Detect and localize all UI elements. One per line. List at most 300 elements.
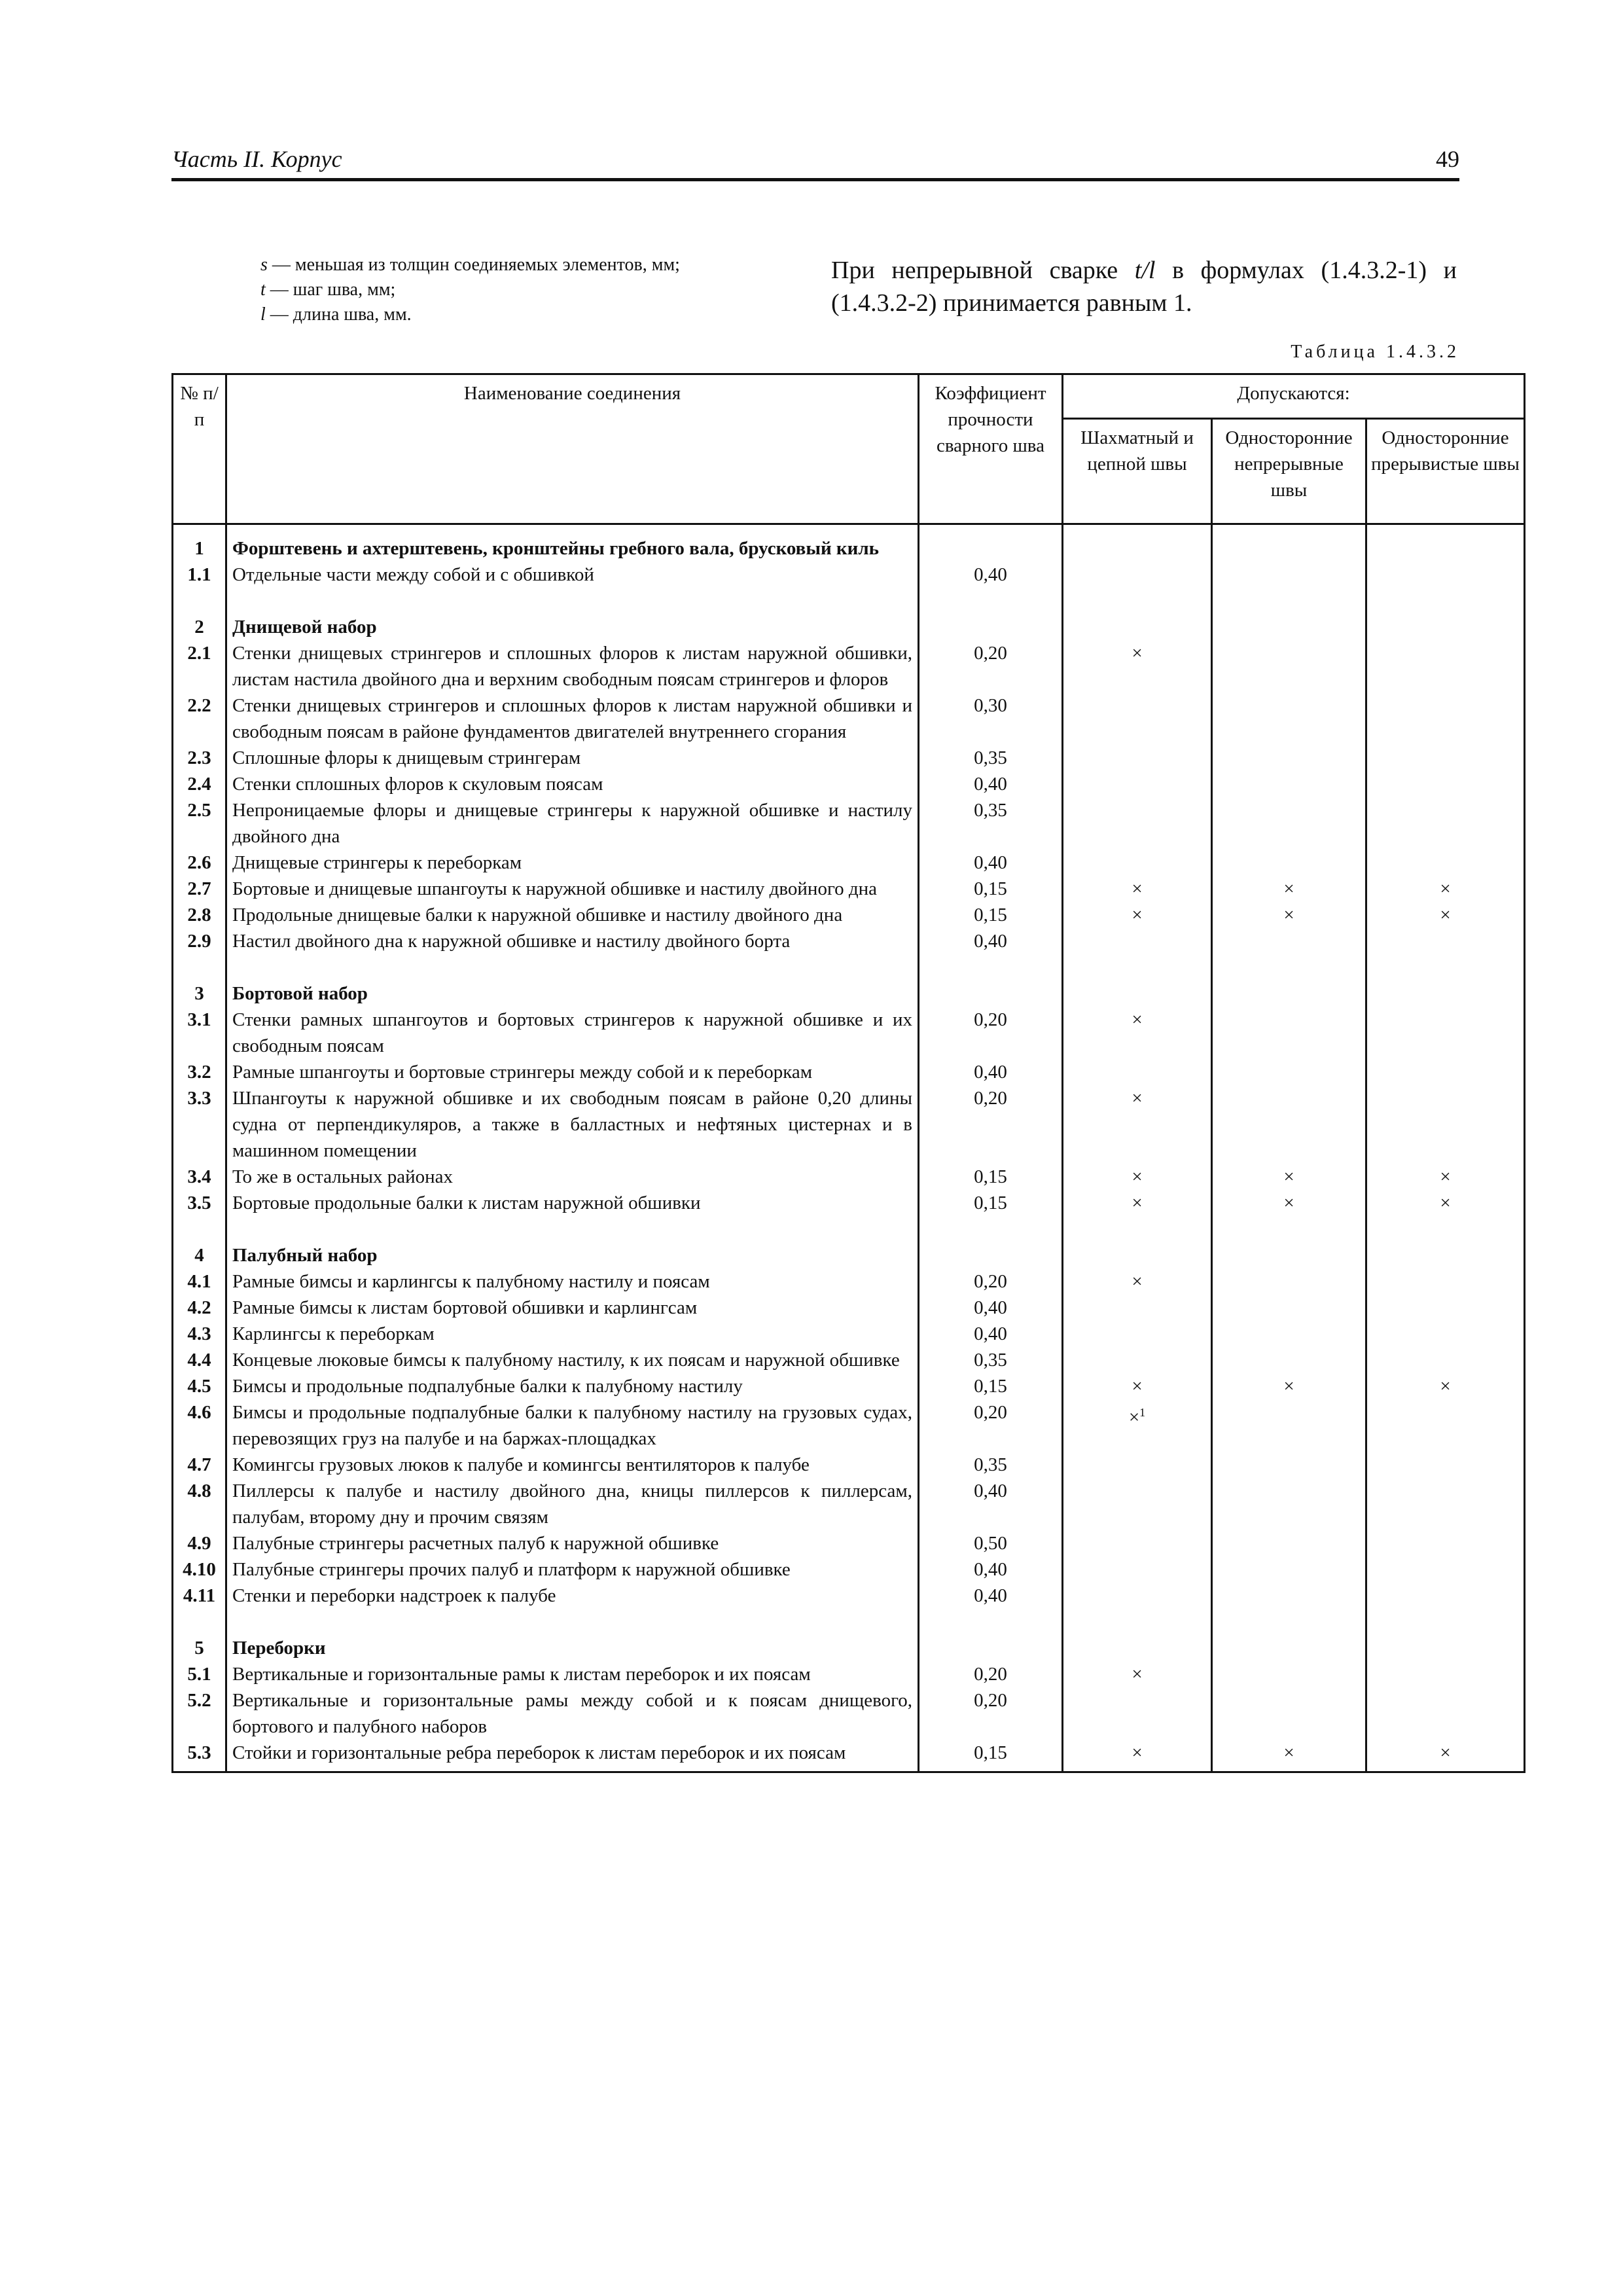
row-col-a-text: × [1132, 643, 1143, 664]
notation-symbol: l [260, 304, 266, 325]
table-row [173, 876, 1525, 902]
row-number [173, 1530, 226, 1556]
row-name [226, 1583, 919, 1609]
table-row [173, 850, 1525, 876]
row-coefficient [919, 1556, 1063, 1583]
row-col-b-text: × [1283, 1166, 1294, 1187]
row-col-a-text: × [1132, 1376, 1143, 1397]
row-col-a [1063, 562, 1212, 588]
row-name [226, 1635, 919, 1661]
row-name [226, 1242, 919, 1268]
row-col-c-text: × [1440, 878, 1451, 899]
table-caption: Таблица 1.4.3.2 [1291, 342, 1459, 362]
row-col-b [1212, 980, 1366, 1007]
row-col-b [1212, 1452, 1366, 1478]
row-col-c [1366, 1373, 1525, 1399]
row-number [173, 1059, 226, 1085]
header-num: № п/п [173, 374, 226, 524]
row-col-b [1212, 1321, 1366, 1347]
row-number [173, 614, 226, 640]
row-name-text: Бимсы и продольные подпалубные балки к палубному настилу на грузовых судах, перевозящих груз на палубе и на баржах-площадках [232, 1402, 912, 1449]
row-number [173, 692, 226, 745]
row-coefficient-text: 0,20 [974, 1690, 1007, 1711]
row-number-text: 4.5 [187, 1376, 211, 1397]
row-name [226, 614, 919, 640]
row-coefficient [919, 1164, 1063, 1190]
table-row [173, 1164, 1525, 1190]
row-name [226, 1190, 919, 1216]
row-col-b [1212, 1635, 1366, 1661]
row-number-text: 5.1 [187, 1664, 211, 1685]
row-col-b [1212, 954, 1366, 980]
row-number-text: 4.10 [183, 1559, 216, 1580]
row-coefficient-text: 0,40 [974, 1480, 1007, 1501]
row-col-c [1366, 1478, 1525, 1530]
row-coefficient [919, 771, 1063, 797]
row-name [226, 1373, 919, 1399]
row-col-a [1063, 640, 1212, 692]
row-number-text: 4.11 [183, 1585, 216, 1606]
row-coefficient-text: 0,35 [974, 1454, 1007, 1475]
row-number [173, 876, 226, 902]
row-col-a [1063, 1609, 1212, 1635]
row-coefficient [919, 850, 1063, 876]
notation-symbol: s [260, 255, 268, 275]
row-name-text: Рамные шпангоуты и бортовые стрингеры между собой и к переборкам [232, 1062, 813, 1083]
row-coefficient-text: 0,40 [974, 1559, 1007, 1580]
row-number-text: 4.3 [187, 1323, 211, 1344]
section-row [173, 1635, 1525, 1661]
row-coefficient [919, 1242, 1063, 1268]
row-col-a [1063, 1740, 1212, 1772]
row-col-a [1063, 1452, 1212, 1478]
row-number [173, 1478, 226, 1530]
row-name-text: Стенки днищевых стрингеров и сплошных флоров к листам наружной обшивки и свободным поясам в районе фундаментов двигателей внутреннего сгорания [232, 695, 912, 742]
row-number [173, 1635, 226, 1661]
header-col-c: Односторонние прерывистые швы [1366, 419, 1525, 524]
row-col-c [1366, 954, 1525, 980]
row-name-text: Днищевые стрингеры к переборкам [232, 852, 522, 873]
row-name [226, 902, 919, 928]
row-coefficient [919, 614, 1063, 640]
row-name-text: Пиллерсы к палубе и настилу двойного дна, кницы пиллерсов к пиллерсам, палубам, второму дну и прочим связям [232, 1480, 912, 1528]
row-col-a [1063, 1216, 1212, 1242]
row-number-text: 2 [194, 617, 204, 637]
row-number-text: 4 [194, 1245, 204, 1266]
row-col-c [1366, 588, 1525, 614]
row-coefficient-text: 0,15 [974, 1742, 1007, 1763]
row-coefficient [919, 1452, 1063, 1478]
row-number [173, 1373, 226, 1399]
row-number-text: 3.5 [187, 1193, 211, 1213]
row-name [226, 797, 919, 850]
row-coefficient [919, 1635, 1063, 1661]
row-col-b [1212, 1556, 1366, 1583]
row-name-text: Бимсы и продольные подпалубные балки к палубному настилу [232, 1376, 743, 1397]
row-number-text: 5 [194, 1638, 204, 1659]
row-number [173, 771, 226, 797]
row-coefficient-text: 0,40 [974, 1297, 1007, 1318]
row-name-text: Отдельные части между собой и с обшивкой [232, 564, 594, 585]
table-row [173, 1007, 1525, 1059]
row-name [226, 1268, 919, 1295]
row-col-b [1212, 1164, 1366, 1190]
row-number-text: 5.3 [187, 1742, 211, 1763]
row-col-a [1063, 745, 1212, 771]
row-name [226, 980, 919, 1007]
row-coefficient-text: 0,15 [974, 1166, 1007, 1187]
row-coefficient [919, 797, 1063, 850]
row-col-b [1212, 1399, 1366, 1452]
row-number-text: 2.6 [187, 852, 211, 873]
row-name [226, 1609, 919, 1635]
row-coefficient-text: 0,15 [974, 1193, 1007, 1213]
row-number [173, 1085, 226, 1164]
row-number [173, 1242, 226, 1268]
row-col-a [1063, 1164, 1212, 1190]
spacer-row [173, 1216, 1525, 1242]
row-name [226, 1164, 919, 1190]
row-number [173, 902, 226, 928]
row-col-b [1212, 562, 1366, 588]
row-coefficient-text: 0,15 [974, 1376, 1007, 1397]
table-row [173, 1295, 1525, 1321]
row-number [173, 1583, 226, 1609]
row-col-b [1212, 1242, 1366, 1268]
row-name-text: Днищевой набор [232, 617, 377, 637]
row-name [226, 1347, 919, 1373]
notation-list [260, 253, 680, 327]
row-coefficient-text: 0,40 [974, 774, 1007, 795]
row-col-a [1063, 850, 1212, 876]
row-name [226, 771, 919, 797]
row-number [173, 1609, 226, 1635]
note-text: в формулах (1.4.3.2-1) и (1.4.3.2-2) принимается равным 1. [831, 257, 1457, 317]
row-name-text: Стенки и переборки надстроек к палубе [232, 1585, 556, 1606]
row-col-a [1063, 1583, 1212, 1609]
row-col-c [1366, 928, 1525, 954]
row-coefficient-text: 0,35 [974, 800, 1007, 821]
row-number-text: 3.1 [187, 1009, 211, 1030]
row-coefficient [919, 562, 1063, 588]
row-col-c-text: × [1440, 1742, 1451, 1763]
row-name-text: Настил двойного дна к наружной обшивке и настилу двойного борта [232, 931, 791, 952]
row-col-c [1366, 1164, 1525, 1190]
row-col-b [1212, 771, 1366, 797]
row-coefficient [919, 1321, 1063, 1347]
row-name [226, 1478, 919, 1530]
weld-coefficient-table [171, 373, 1525, 1773]
row-col-b [1212, 1347, 1366, 1373]
notation-text: — меньшая из толщин соединяемых элементов, мм; [267, 255, 680, 275]
row-col-b [1212, 1007, 1366, 1059]
row-col-b [1212, 1216, 1366, 1242]
row-number-text: 2.9 [187, 931, 211, 952]
row-col-b [1212, 1190, 1366, 1216]
row-col-b [1212, 928, 1366, 954]
row-name-text: Комингсы грузовых люков к палубе и комингсы вентиляторов к палубе [232, 1454, 810, 1475]
row-number [173, 1556, 226, 1583]
row-name-text: Рамные бимсы и карлингсы к палубному настилу и поясам [232, 1271, 710, 1292]
running-title: Часть II. Корпус [171, 146, 342, 172]
row-col-c-text: × [1440, 1376, 1451, 1397]
row-coefficient-text: 0,20 [974, 643, 1007, 664]
row-name-text: Бортовой набор [232, 983, 368, 1004]
row-col-b [1212, 1661, 1366, 1687]
row-coefficient [919, 1347, 1063, 1373]
row-col-c [1366, 1216, 1525, 1242]
row-col-c [1366, 524, 1525, 562]
row-col-b-text: × [1283, 1742, 1294, 1763]
row-col-a [1063, 1321, 1212, 1347]
row-col-c [1366, 1085, 1525, 1164]
row-number [173, 1687, 226, 1740]
table-row [173, 771, 1525, 797]
row-coefficient [919, 1687, 1063, 1740]
header-name: Наименование соединения [226, 374, 919, 524]
row-col-a [1063, 1007, 1212, 1059]
row-name [226, 1399, 919, 1452]
row-col-c [1366, 980, 1525, 1007]
note-symbol: t/l [1134, 257, 1156, 284]
row-col-a [1063, 954, 1212, 980]
row-number [173, 1661, 226, 1687]
row-name [226, 588, 919, 614]
row-name [226, 1007, 919, 1059]
row-coefficient [919, 1007, 1063, 1059]
row-col-c [1366, 1556, 1525, 1583]
row-number-text: 2.1 [187, 643, 211, 664]
row-coefficient-text: 0,15 [974, 878, 1007, 899]
table-row [173, 562, 1525, 588]
row-col-a-text: × [1132, 1088, 1143, 1109]
table-row [173, 1452, 1525, 1478]
row-col-a [1063, 928, 1212, 954]
row-col-a-text: × [1132, 1166, 1143, 1187]
row-name-text: Рамные бимсы к листам бортовой обшивки и карлингсам [232, 1297, 698, 1318]
row-col-a-text: × [1128, 1407, 1140, 1428]
row-coefficient-text: 0,15 [974, 905, 1007, 925]
row-col-b [1212, 1268, 1366, 1295]
row-col-a [1063, 902, 1212, 928]
row-coefficient [919, 1661, 1063, 1687]
row-coefficient [919, 1609, 1063, 1635]
row-name-text: Продольные днищевые балки к наружной обшивке и настилу двойного дна [232, 905, 843, 925]
row-col-c [1366, 1635, 1525, 1661]
row-coefficient-text: 0,20 [974, 1271, 1007, 1292]
row-col-a [1063, 1373, 1212, 1399]
row-number-text: 2.3 [187, 747, 211, 768]
row-coefficient-text: 0,40 [974, 1062, 1007, 1083]
section-row [173, 1242, 1525, 1268]
row-number [173, 1399, 226, 1452]
row-name-text: Карлингсы к переборкам [232, 1323, 435, 1344]
row-coefficient [919, 954, 1063, 980]
table-row [173, 1268, 1525, 1295]
row-number-text: 4.1 [187, 1271, 211, 1292]
row-name-text: Непроницаемые флоры и днищевые стрингеры к наружной обшивке и настилу двойного дна [232, 800, 912, 847]
row-name [226, 1321, 919, 1347]
row-number-text: 2.4 [187, 774, 211, 795]
row-col-b [1212, 1295, 1366, 1321]
row-number [173, 1190, 226, 1216]
row-name-text: Стенки днищевых стрингеров и сплошных флоров к листам наружной обшивки, листам настила двойного дна и верхним свободным поясам стрингеров и флоров [232, 643, 912, 690]
row-name [226, 692, 919, 745]
footnote-mark: 1 [1139, 1406, 1146, 1419]
row-col-c-text: × [1440, 1166, 1451, 1187]
notation-item [260, 253, 680, 278]
row-col-a [1063, 1347, 1212, 1373]
row-coefficient-text: 0,20 [974, 1402, 1007, 1423]
row-number [173, 954, 226, 980]
row-col-b [1212, 1740, 1366, 1772]
row-coefficient [919, 1268, 1063, 1295]
row-col-a [1063, 1268, 1212, 1295]
row-col-a-text: × [1132, 1271, 1143, 1292]
row-col-b [1212, 614, 1366, 640]
row-col-a-text: × [1132, 1193, 1143, 1213]
row-col-b [1212, 745, 1366, 771]
row-coefficient [919, 1399, 1063, 1452]
row-col-a [1063, 980, 1212, 1007]
row-number [173, 562, 226, 588]
row-col-a [1063, 1190, 1212, 1216]
row-coefficient [919, 902, 1063, 928]
row-name-text: Бортовые и днищевые шпангоуты к наружной обшивке и настилу двойного дна [232, 878, 878, 899]
row-number [173, 1347, 226, 1373]
page-header [171, 143, 1459, 181]
row-coefficient-text: 0,20 [974, 1009, 1007, 1030]
row-coefficient [919, 1295, 1063, 1321]
spacer-row [173, 1609, 1525, 1635]
row-name [226, 1556, 919, 1583]
row-number-text: 5.2 [187, 1690, 211, 1711]
row-coefficient [919, 928, 1063, 954]
table-row [173, 640, 1525, 692]
row-name [226, 1295, 919, 1321]
row-col-a-text: × [1132, 905, 1143, 925]
row-col-a-text: × [1132, 878, 1143, 899]
section-row [173, 980, 1525, 1007]
row-coefficient [919, 1740, 1063, 1772]
row-col-b [1212, 1478, 1366, 1530]
row-name [226, 928, 919, 954]
row-col-c [1366, 1321, 1525, 1347]
row-col-a [1063, 876, 1212, 902]
header-col-a: Шахматный и цепной швы [1063, 419, 1212, 524]
row-col-c [1366, 1059, 1525, 1085]
row-col-c [1366, 850, 1525, 876]
row-name [226, 876, 919, 902]
row-col-c [1366, 797, 1525, 850]
row-number-text: 4.6 [187, 1402, 211, 1423]
row-number-text: 2.5 [187, 800, 211, 821]
row-col-b [1212, 1609, 1366, 1635]
row-col-c [1366, 1661, 1525, 1687]
table-row [173, 1556, 1525, 1583]
row-coefficient [919, 1530, 1063, 1556]
row-coefficient [919, 640, 1063, 692]
row-coefficient-text: 0,40 [974, 1585, 1007, 1606]
row-number [173, 1164, 226, 1190]
table-row [173, 1687, 1525, 1740]
table-body [173, 524, 1525, 1772]
section-row [173, 614, 1525, 640]
row-coefficient-text: 0,35 [974, 1350, 1007, 1371]
header-col-b: Односторонние непрерывные швы [1212, 419, 1366, 524]
row-name [226, 1059, 919, 1085]
table-row [173, 745, 1525, 771]
row-number-text: 3.2 [187, 1062, 211, 1083]
row-col-a [1063, 1530, 1212, 1556]
table-row [173, 692, 1525, 745]
row-name-text: Стойки и горизонтальные ребра переборок к листам переборок и их поясам [232, 1742, 846, 1763]
row-coefficient [919, 588, 1063, 614]
row-name-text: Переборки [232, 1638, 326, 1659]
row-number-text: 1 [194, 538, 204, 559]
row-name-text: Стенки рамных шпангоутов и бортовых стрингеров к наружной обшивке и их свободным поясам [232, 1009, 912, 1056]
row-col-c [1366, 614, 1525, 640]
row-coefficient [919, 1216, 1063, 1242]
row-number-text: 4.2 [187, 1297, 211, 1318]
table-row [173, 1399, 1525, 1452]
row-col-b [1212, 640, 1366, 692]
notation-item [260, 278, 680, 302]
notation-text: — шаг шва, мм; [265, 279, 396, 300]
row-col-a [1063, 524, 1212, 562]
row-number [173, 1216, 226, 1242]
row-col-c [1366, 640, 1525, 692]
row-name [226, 1216, 919, 1242]
row-number-text: 3.4 [187, 1166, 211, 1187]
row-number [173, 928, 226, 954]
row-name [226, 524, 919, 562]
row-col-c [1366, 902, 1525, 928]
row-number-text: 2.8 [187, 905, 211, 925]
table-row [173, 797, 1525, 850]
row-number-text: 4.8 [187, 1480, 211, 1501]
page-number: 49 [1436, 146, 1459, 172]
table-row [173, 1347, 1525, 1373]
row-col-b [1212, 1059, 1366, 1085]
row-number [173, 1740, 226, 1772]
row-col-a [1063, 692, 1212, 745]
row-coefficient [919, 745, 1063, 771]
row-number-text: 1.1 [187, 564, 211, 585]
row-coefficient [919, 1478, 1063, 1530]
note-text: При непрерывной сварке [831, 257, 1135, 284]
row-number [173, 1321, 226, 1347]
row-col-a [1063, 1478, 1212, 1530]
notation-text: — длина шва, мм. [265, 304, 412, 325]
row-number [173, 1268, 226, 1295]
row-col-c [1366, 1452, 1525, 1478]
row-name [226, 562, 919, 588]
row-number-text: 4.4 [187, 1350, 211, 1371]
row-col-c [1366, 1268, 1525, 1295]
row-col-b [1212, 902, 1366, 928]
row-name-text: Вертикальные и горизонтальные рамы между собой и к поясам днищевого, бортового и палубного наборов [232, 1690, 912, 1737]
continuous-weld-note [831, 254, 1457, 319]
row-col-b [1212, 1687, 1366, 1740]
section-row [173, 524, 1525, 562]
row-name-text: Палубный набор [232, 1245, 378, 1266]
row-col-b [1212, 1085, 1366, 1164]
table-row [173, 1085, 1525, 1164]
row-number [173, 797, 226, 850]
row-name-text: Концевые люковые бимсы к палубному настилу, к их поясам и наружной обшивке [232, 1350, 900, 1371]
row-col-c [1366, 1007, 1525, 1059]
